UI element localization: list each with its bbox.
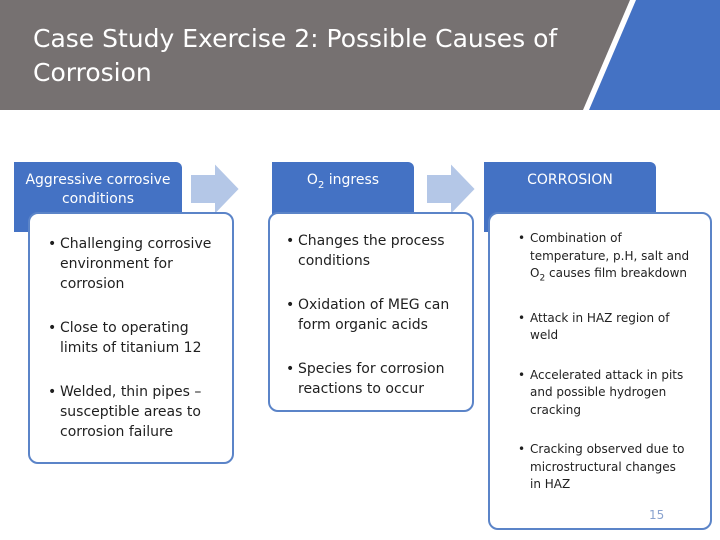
- slide-header: [0, 0, 720, 110]
- bullet-item: • Close to operating limits of titanium 12: [48, 318, 222, 358]
- bullet-item: • Cracking observed due to microstructural changes in HAZ: [518, 441, 690, 494]
- column-header-text-suffix: ingress: [324, 172, 380, 188]
- slide-title: Case Study Exercise 2: Possible Causes of Corrosion: [33, 24, 558, 87]
- bullet-item: • Attack in HAZ region of weld: [518, 310, 690, 345]
- bullet-item: • Accelerated attack in pits and possible hydrogen cracking: [518, 367, 690, 420]
- bullet-item: [518, 230, 690, 288]
- content-box-aggressive: [28, 212, 234, 464]
- content-box-corrosion: [488, 212, 712, 530]
- chevron-arrow-icon: [188, 160, 244, 218]
- column-header-text: Aggressive corrosive conditions: [25, 172, 171, 207]
- chevron-arrow-icon: [424, 160, 480, 218]
- content-box-o2: [268, 212, 474, 412]
- bullet-text-prefix: Combination of temperature, p.H, salt and O: [530, 231, 690, 280]
- bullet-text-suffix: causes film breakdown: [545, 266, 688, 280]
- column-header-text-prefix: O: [306, 172, 318, 188]
- bullet-list: [518, 230, 690, 494]
- bullet-list: [48, 234, 222, 442]
- bullet-list: [286, 231, 462, 399]
- bullet-item: • Species for corrosion reactions to occur: [286, 359, 462, 399]
- bullet-item: • Challenging corrosive environment for corrosion: [48, 234, 222, 294]
- page-number: 15: [649, 508, 665, 522]
- bullet-item: • Oxidation of MEG can form organic acids: [286, 295, 462, 335]
- column-header-text: CORROSION: [527, 172, 613, 188]
- bullet-item: • Welded, thin pipes – susceptible areas to corrosion failure: [48, 382, 222, 442]
- bullet-item: • Changes the process conditions: [286, 231, 462, 271]
- column-header-subscript: 2: [317, 179, 325, 191]
- bullet-subscript: 2: [539, 273, 546, 284]
